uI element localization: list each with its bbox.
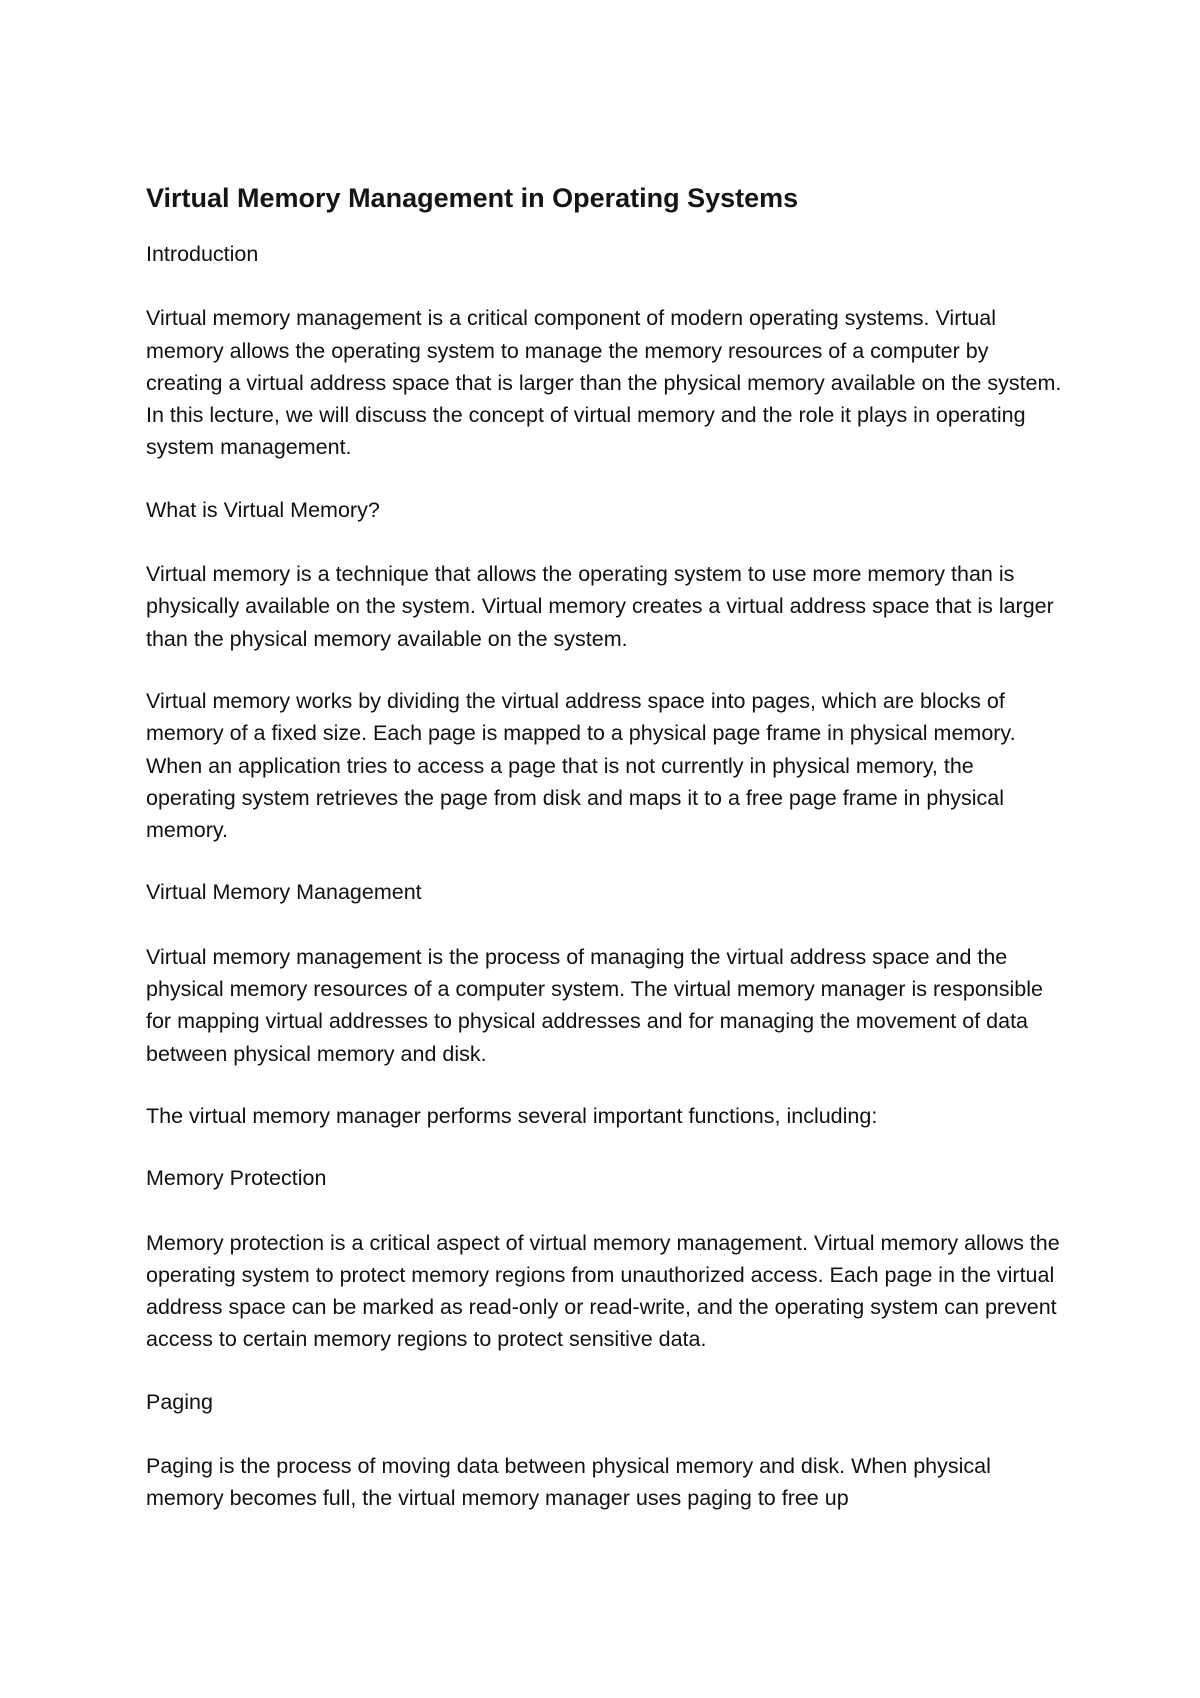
section-heading-memory-protection: Memory Protection bbox=[146, 1166, 327, 1191]
document-title: Virtual Memory Management in Operating Systems bbox=[146, 183, 799, 213]
paragraph-virtual-memory-management-2: The virtual memory manager performs several important functions, including: bbox=[146, 1103, 878, 1128]
section-heading-virtual-memory-management: Virtual Memory Management bbox=[146, 880, 422, 905]
paragraph-memory-protection: Memory protection is a critical aspect of virtual memory management. Virtual memory allows the operating system to protect memory regions from unauthorized access. Each page in the virtual address space can be marked as read-only or read-write, and the operating system can prevent access to certain memory regions to protect sensitive data. bbox=[146, 1230, 1060, 1352]
paragraph-paging: Paging is the process of moving data between physical memory and disk. When physical memory becomes full, the virtual memory manager uses paging to free up bbox=[146, 1454, 991, 1511]
paragraph-introduction: Virtual memory management is a critical component of modern operating systems. Virtual memory allows the operating system to manage the memory resources of a computer by creating a virtual address space that is larger than the physical memory available on the system. In this lecture, we will discuss the concept of virtual memory and the role it plays in operating system management. bbox=[146, 306, 1062, 460]
section-heading-introduction: Introduction bbox=[146, 242, 259, 266]
document-body bbox=[146, 180, 1066, 1515]
paragraph-what-is-virtual-memory-2: Virtual memory works by dividing the virtual address space into pages, which are blocks of memory of a fixed size. Each page is mapped to a physical page frame in physical memory. When an application tries to access a page that is not currently in physical memory, the operating system retrieves the page from disk and maps it to a free page frame in physical memory. bbox=[146, 688, 1016, 843]
paragraph-what-is-virtual-memory-1: Virtual memory is a technique that allows the operating system to use more memory than is physically available on the system. Virtual memory creates a virtual address space that is larger than the physical memory available on the system. bbox=[146, 562, 1054, 651]
section-heading-paging: Paging bbox=[146, 1389, 213, 1414]
paragraph-virtual-memory-management-1: Virtual memory management is the process of managing the virtual address space and the physical memory resources of a computer system. The virtual memory manager is responsible for mapping virtual addresses to physical addresses and for managing the movement of data between physical memory and disk. bbox=[146, 944, 1043, 1066]
section-heading-what-is-virtual-memory: What is Virtual Memory? bbox=[146, 497, 380, 522]
